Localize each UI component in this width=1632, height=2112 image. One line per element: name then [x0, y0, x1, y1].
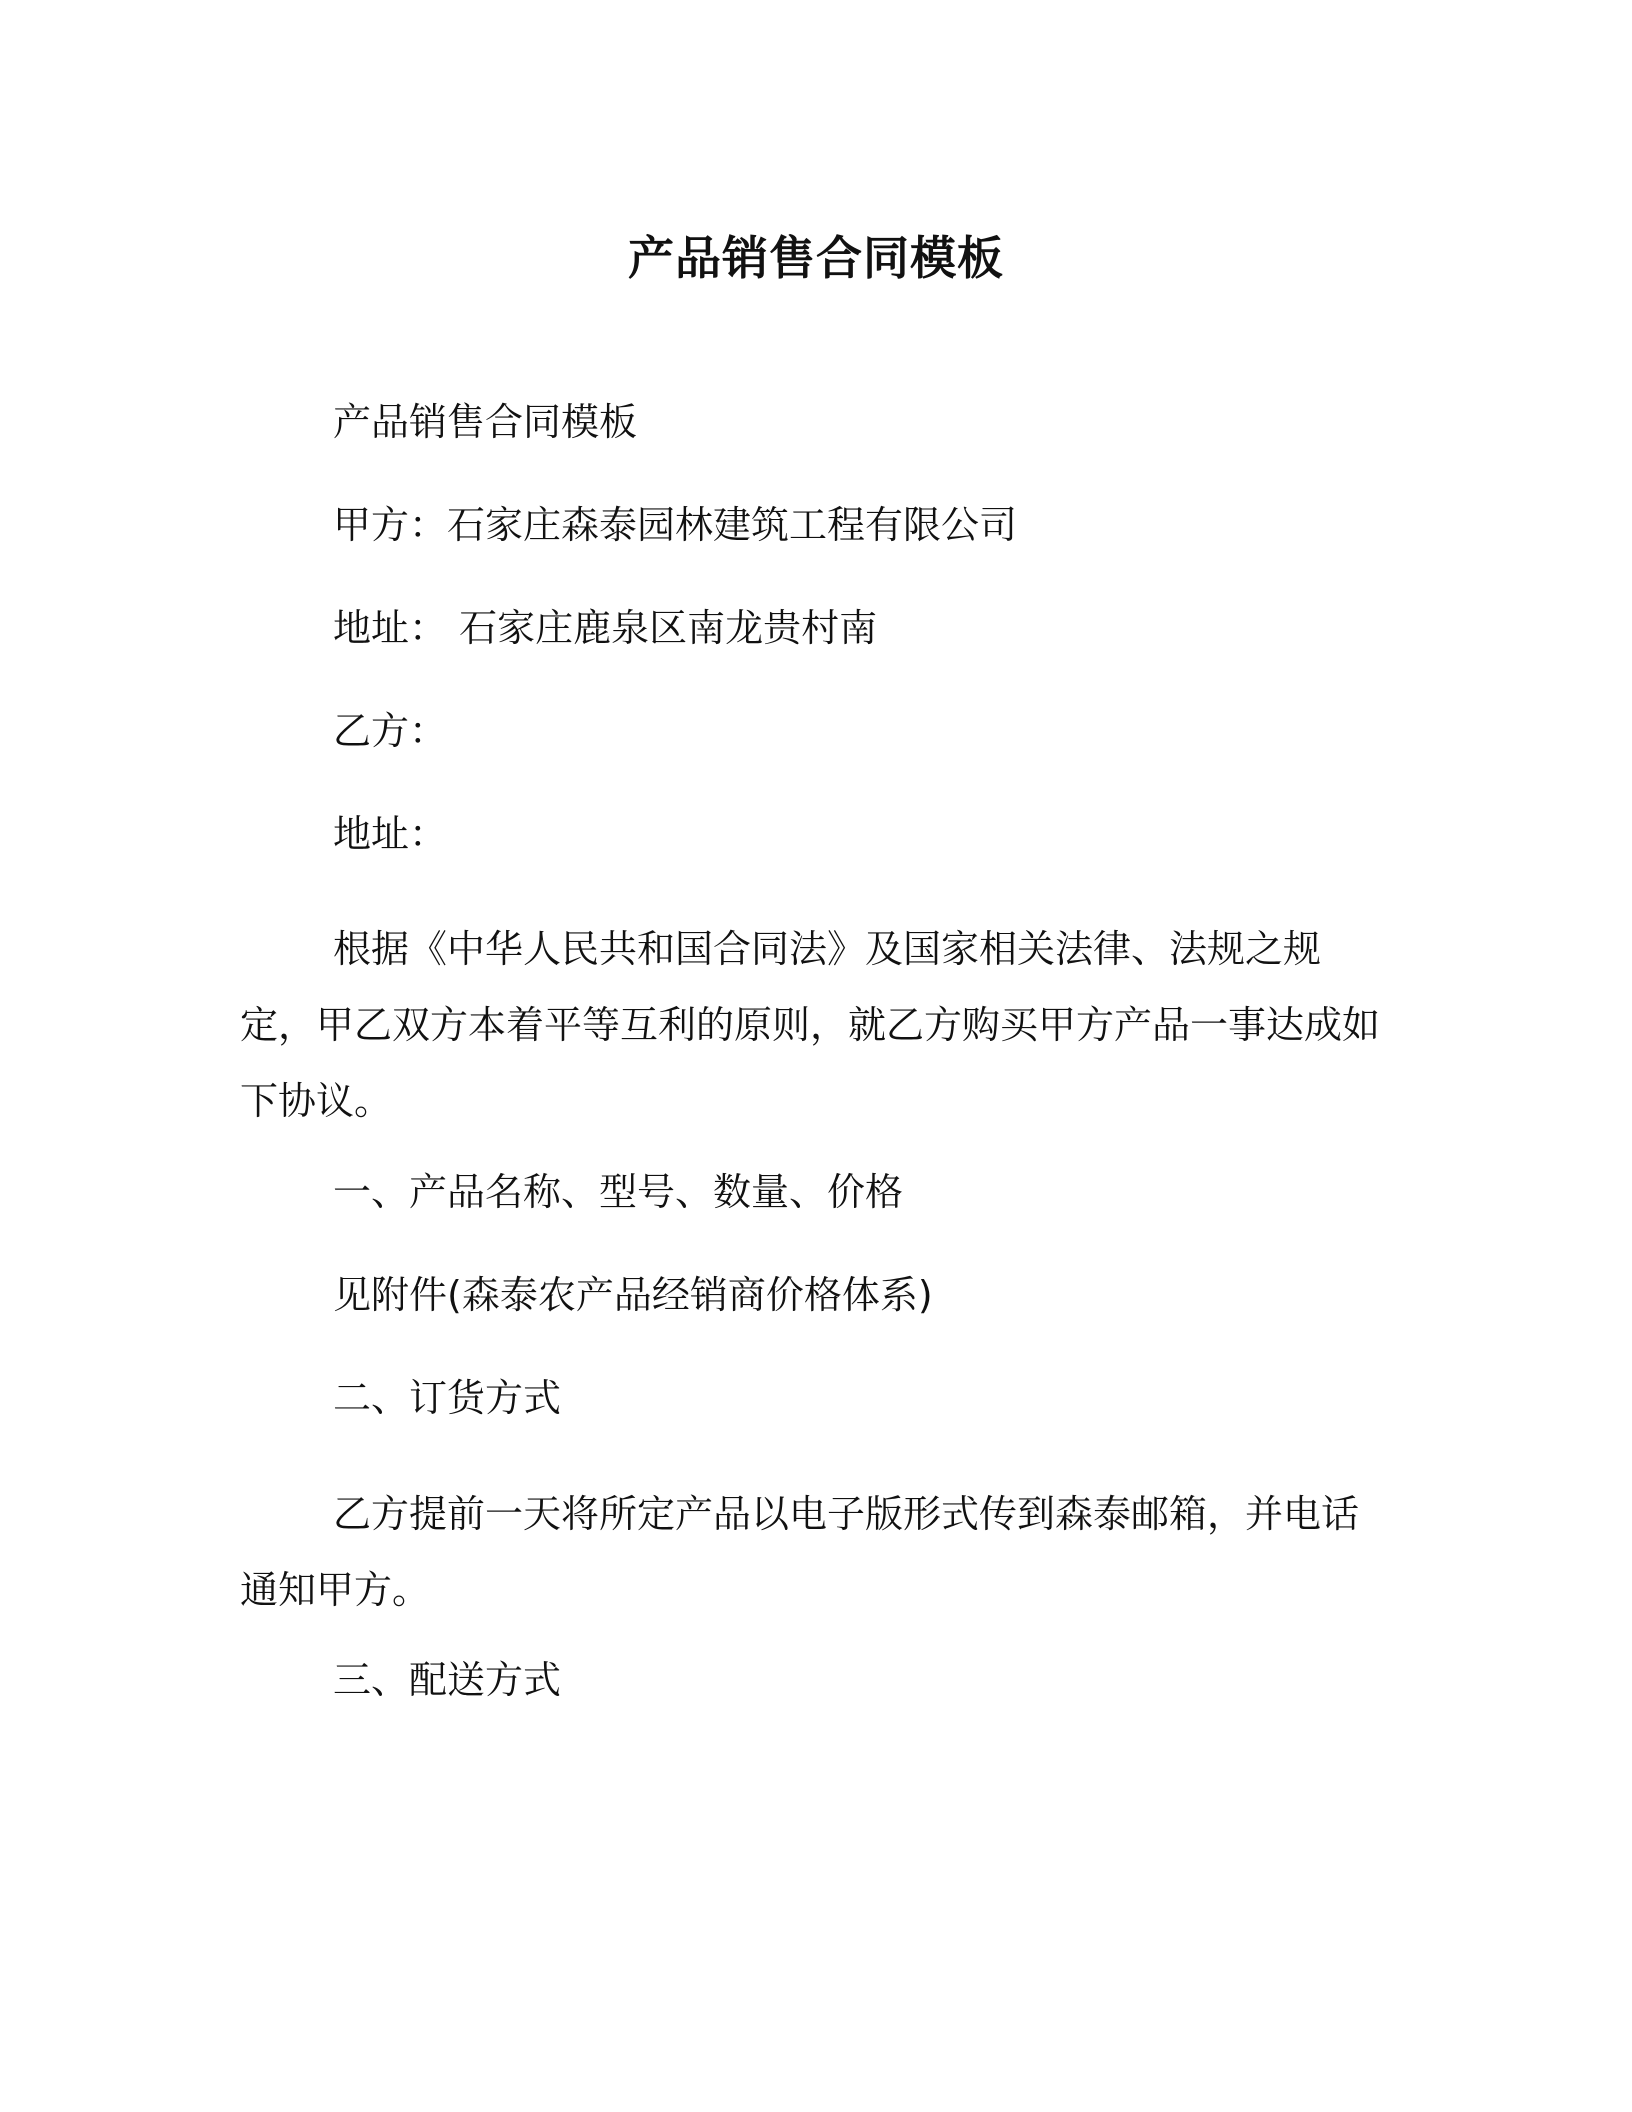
section2-heading: 二、订货方式 [333, 1376, 562, 1420]
document-title: 产品销售合同模板 [628, 231, 1004, 285]
party-b-line: 乙方： [333, 709, 448, 753]
section2-body: 乙方提前一天将所定产品以电子版形式传到森泰邮箱，并电话通知甲方。 [240, 1492, 1360, 1612]
party-a-line: 甲方：石家庄森泰园林建筑工程有限公司 [333, 503, 1018, 547]
subtitle-line: 产品销售合同模板 [333, 400, 638, 444]
intro-paragraph: 根据《中华人民共和国合同法》及国家相关法律、法规之规定，甲乙双方本着平等互利的原则，就乙方购买甲方产品一事达成如下协议。 [240, 927, 1381, 1123]
section3-heading: 三、配送方式 [333, 1658, 562, 1702]
party-a-address-line: 地址： 石家庄鹿泉区南龙贵村南 [333, 606, 878, 650]
party-b-address-line: 地址： [333, 812, 448, 856]
section1-heading: 一、产品名称、型号、数量、价格 [333, 1170, 904, 1214]
section1-body: 见附件(森泰农产品经销商价格体系) [333, 1273, 933, 1317]
